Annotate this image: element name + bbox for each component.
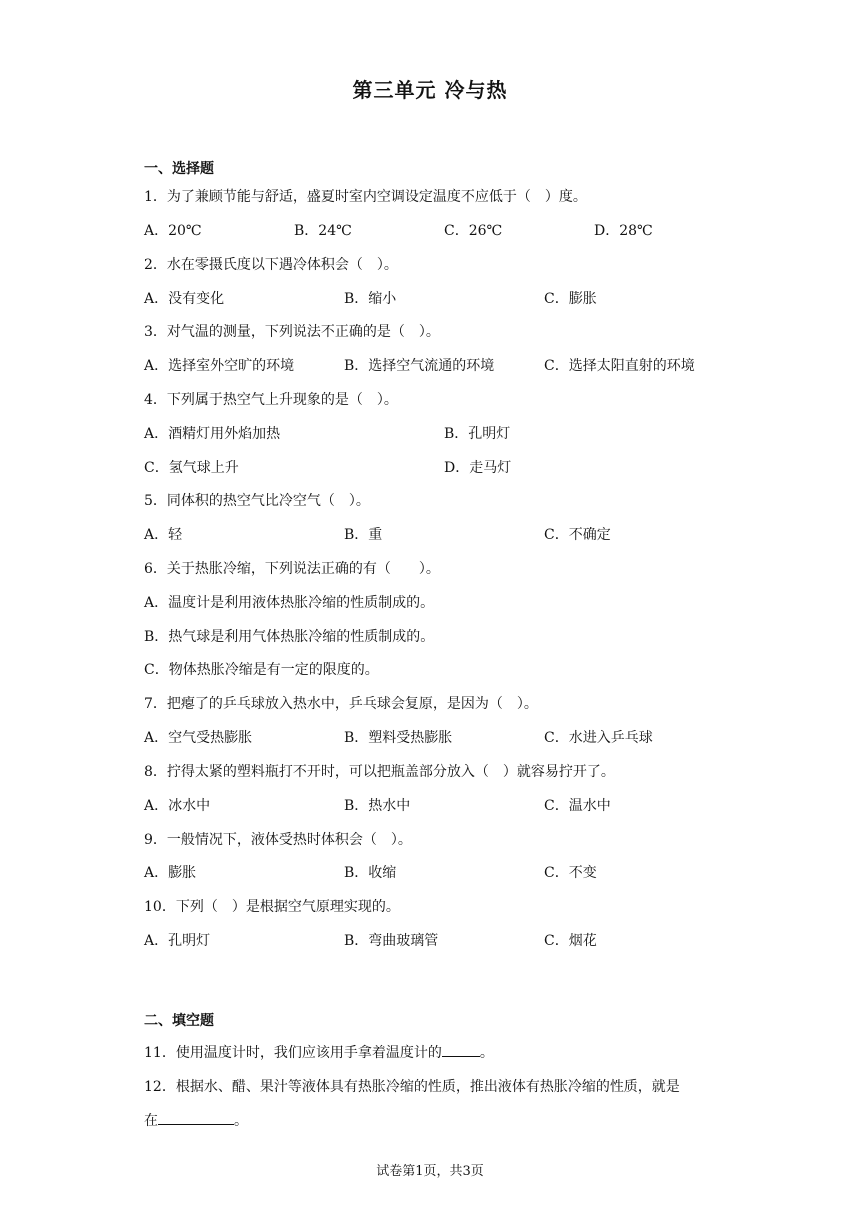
question-11-stem: 11．使用温度计时，我们应该用手拿着温度计的 <box>144 1045 442 1061</box>
question-1-option-c: C．26℃ <box>444 223 503 239</box>
page-title: 第三单元 冷与热 <box>352 78 508 102</box>
question-1-option-b: B．24℃ <box>294 223 352 239</box>
question-12-stem-end: 。 <box>234 1113 248 1129</box>
question-4-stem: 4．下列属于热空气上升现象的是（ ）。 <box>144 392 398 408</box>
question-7-option-a: A．空气受热膨胀 <box>144 730 253 746</box>
question-1-option-a: A．20℃ <box>144 223 202 239</box>
question-10-option-b: B．弯曲玻璃管 <box>344 933 439 949</box>
question-4-option-b: B．孔明灯 <box>444 426 511 442</box>
question-4-option-d: D．走马灯 <box>444 460 512 476</box>
question-11-blank[interactable] <box>442 1042 480 1057</box>
section-header-choice: 一、选择题 <box>144 161 214 177</box>
question-5-stem: 5．同体积的热空气比冷空气（ ）。 <box>144 493 370 509</box>
question-11-stem-end: 。 <box>479 1045 494 1061</box>
question-8-option-a: A．冰水中 <box>144 798 211 814</box>
question-4-option-a: A．酒精灯用外焰加热 <box>144 426 281 442</box>
question-8-option-c: C．温水中 <box>544 798 611 814</box>
question-2-option-a: A．没有变化 <box>144 291 225 307</box>
question-3-option-b: B．选择空气流通的环境 <box>344 358 495 374</box>
question-9-stem: 9．一般情况下，液体受热时体积会（ ）。 <box>144 832 412 848</box>
question-10-stem: 10．下列（ ）是根据空气原理实现的。 <box>144 899 400 915</box>
question-2-option-b: B．缩小 <box>344 291 397 307</box>
question-12-line-1: 12．根据水、醋、果汁等液体具有热胀冷缩的性质，推出液体有热胀冷缩的性质，就是 <box>144 1079 680 1095</box>
question-6-option-c: C．物体热胀冷缩是有一定的限度的。 <box>144 662 379 678</box>
question-12-stem: 在 <box>144 1113 158 1129</box>
question-10-option-a: A．孔明灯 <box>144 933 211 949</box>
question-12-line-2 <box>144 1110 248 1130</box>
question-8-stem: 8．拧得太紧的塑料瓶打不开时，可以把瓶盖部分放入（ ）就容易拧开了。 <box>144 764 615 780</box>
question-3-stem: 3．对气温的测量，下列说法不正确的是（ ）。 <box>144 324 440 340</box>
question-8-option-b: B．热水中 <box>344 798 411 814</box>
question-9-option-a: A．膨胀 <box>144 865 197 881</box>
question-6-option-b: B．热气球是利用气体热胀冷缩的性质制成的。 <box>144 629 435 645</box>
section-header-fill: 二、填空题 <box>144 1013 214 1029</box>
question-9-option-c: C．不变 <box>544 865 597 881</box>
question-6-option-a: A．温度计是利用液体热胀冷缩的性质制成的。 <box>144 595 435 611</box>
question-9-option-b: B．收缩 <box>344 865 397 881</box>
question-10-option-c: C．烟花 <box>544 933 597 949</box>
question-4-option-c: C．氢气球上升 <box>144 460 239 476</box>
question-3-option-c: C．选择太阳直射的环境 <box>544 358 695 374</box>
question-11 <box>144 1042 494 1062</box>
question-5-option-a: A．轻 <box>144 527 183 543</box>
question-3-option-a: A．选择室外空旷的环境 <box>144 358 295 374</box>
question-5-option-b: B．重 <box>344 527 383 543</box>
question-7-stem: 7．把瘪了的乒乓球放入热水中，乒乓球会复原，是因为（ ）。 <box>144 696 538 712</box>
question-7-option-c: C．水进入乒乓球 <box>544 730 653 746</box>
question-7-option-b: B．塑料受热膨胀 <box>344 730 453 746</box>
question-2-stem: 2．水在零摄氏度以下遇冷体积会（ ）。 <box>144 257 398 273</box>
question-5-option-c: C．不确定 <box>544 527 611 543</box>
question-12-blank[interactable] <box>158 1110 234 1125</box>
question-1-stem: 1．为了兼顾节能与舒适，盛夏时室内空调设定温度不应低于（ ）度。 <box>144 189 587 205</box>
question-1-option-d: D．28℃ <box>594 223 653 239</box>
question-6-stem: 6．关于热胀冷缩，下列说法正确的有（ ）。 <box>144 561 440 577</box>
page-footer: 试卷第1页，共3页 <box>376 1164 484 1179</box>
question-2-option-c: C．膨胀 <box>544 291 597 307</box>
